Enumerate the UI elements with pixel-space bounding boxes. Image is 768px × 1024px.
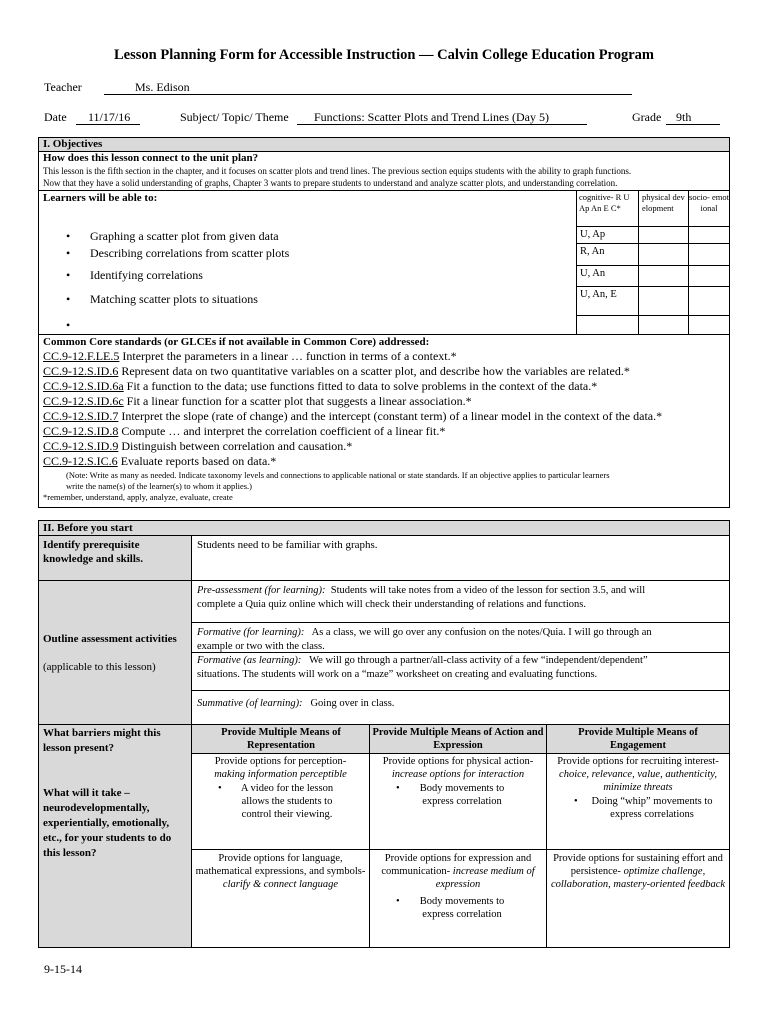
r2c2-lead: Provide options for expression and communication- bbox=[381, 853, 532, 877]
standard-item bbox=[43, 349, 662, 364]
objective-1-text: Graphing a scatter plot from given data bbox=[90, 229, 279, 243]
formative-as-text: We will go through a partner/all-class activity of a few “independent/dependent” bbox=[309, 655, 648, 666]
subject-label: Subject/ Topic/ Theme bbox=[180, 110, 289, 124]
summative bbox=[197, 697, 394, 710]
formative-for-cont: example or two with the class. bbox=[197, 641, 325, 652]
col-physical-header: physical development bbox=[642, 192, 685, 213]
unit-plan-answer-line1: This lesson is the fifth section in the chapter, and it focuses on scatter plots and trend lines. The previous section equips students with the ability to graph functions. bbox=[43, 166, 632, 176]
r1c2 bbox=[371, 755, 545, 781]
r1c1 bbox=[194, 755, 367, 781]
standard-text: Interpret the parameters in a linear … function in terms of a context.* bbox=[119, 349, 457, 363]
standard-item bbox=[43, 439, 662, 454]
standard-item bbox=[43, 454, 662, 469]
r1c2-lead: Provide options for physical action- bbox=[382, 756, 534, 767]
standard-code[interactable]: CC.9-12.S.ID.6 bbox=[43, 364, 119, 378]
objective-4-cognitive: U, An, E bbox=[580, 289, 617, 300]
take-question: What will it take – neurodevelopmentally, experientially, emotionally, etc., for your students to do this lesson? bbox=[43, 787, 172, 859]
footer-date: 9-15-14 bbox=[44, 962, 82, 976]
pre-assessment-text: Students will take notes from a video of the lesson for section 3.5, and will bbox=[330, 585, 646, 596]
divider bbox=[191, 622, 730, 623]
r2c2-guideline: increase medium of expression bbox=[435, 866, 535, 890]
r2c3 bbox=[550, 852, 726, 891]
objective-5: • bbox=[66, 318, 71, 332]
objective-1-cognitive: U, Ap bbox=[580, 229, 606, 240]
r2c3-guideline: optimize challenge, collaboration, mastery-oriented feedback bbox=[550, 866, 726, 890]
divider bbox=[546, 724, 547, 948]
standard-code[interactable]: CC.9-12.S.ID.6a bbox=[43, 379, 124, 393]
divider bbox=[38, 190, 730, 191]
bullet-icon: • bbox=[396, 896, 400, 907]
col-engagement-header: Provide Multiple Means of Engagement bbox=[578, 727, 698, 751]
col-action-header: Provide Multiple Means of Action and Expression bbox=[372, 727, 544, 751]
standard-item bbox=[43, 379, 662, 394]
col-representation-header: Provide Multiple Means of Representation bbox=[221, 727, 341, 751]
barriers-question: What barriers might this lesson present? bbox=[43, 727, 161, 754]
r1c3-bullet: Doing “whip” movements to express correlations bbox=[591, 796, 713, 820]
col-cognitive-header: cognitive- R U Ap An E C* bbox=[579, 192, 630, 213]
r1c1-lead: Provide options for perception- bbox=[214, 756, 347, 767]
teacher-value: Ms. Edison bbox=[135, 80, 190, 94]
objective-4-text: Matching scatter plots to situations bbox=[90, 292, 258, 306]
formative-as-label: Formative (as learning): bbox=[197, 655, 302, 666]
standard-code[interactable]: CC.9-12.S.ID.6c bbox=[43, 394, 124, 408]
divider bbox=[191, 652, 730, 653]
r2c2 bbox=[371, 852, 545, 891]
divider bbox=[576, 265, 730, 266]
assess-sub: (applicable to this lesson) bbox=[43, 661, 156, 673]
grade-field bbox=[666, 110, 720, 125]
unit-plan-question: How does this lesson connect to the unit plan? bbox=[43, 152, 259, 164]
standard-code[interactable]: CC.9-12.S.ID.7 bbox=[43, 409, 119, 423]
standard-text: Distinguish between correlation and causation.* bbox=[118, 439, 353, 453]
r2c1-guideline: clarify & connect language bbox=[222, 879, 339, 890]
formative-for bbox=[197, 626, 652, 639]
grade-value: 9th bbox=[676, 110, 692, 124]
standard-code[interactable]: CC.9-12.S.IC.6 bbox=[43, 454, 118, 468]
assess-label: Outline assessment activities bbox=[43, 633, 177, 645]
standards-label: Common Core standards (or GLCEs if not available in Common Core) addressed: bbox=[43, 336, 430, 348]
objective-2-cognitive: R, An bbox=[580, 246, 605, 257]
objectives-title: I. Objectives bbox=[43, 138, 103, 150]
bullet-icon: • bbox=[218, 783, 222, 794]
r1c2-guideline: increase options for interaction bbox=[391, 769, 525, 780]
standard-item bbox=[43, 394, 662, 409]
standard-code[interactable]: CC.9-12.S.ID.9 bbox=[43, 439, 119, 453]
unit-plan-answer-line2: Now that they have a solid understanding of graphs, Chapter 3 wants to prepare students to understand and analyze scatter plots, and understanding correlation. bbox=[43, 178, 618, 188]
note-line2: write the name(s) of the learner(s) to whom it applies.) bbox=[66, 481, 252, 491]
before-title: II. Before you start bbox=[43, 522, 133, 534]
standard-code[interactable]: CC.9-12.S.ID.8 bbox=[43, 424, 119, 438]
divider bbox=[576, 243, 730, 244]
objective-1: • Graphing a scatter plot from given data bbox=[66, 229, 279, 243]
standard-item bbox=[43, 424, 662, 439]
standard-text: Represent data on two quantitative variables on a scatter plot, and describe how the variables are related.* bbox=[118, 364, 630, 378]
standard-item bbox=[43, 364, 662, 379]
divider bbox=[191, 849, 730, 850]
objective-4: • Matching scatter plots to situations bbox=[66, 292, 258, 306]
r1c3-guideline: choice, relevance, value, authenticity, minimize threats bbox=[559, 769, 717, 793]
col-socio-header: socio- emotional bbox=[689, 192, 729, 213]
objective-3-text: Identifying correlations bbox=[90, 268, 203, 282]
divider bbox=[38, 580, 730, 581]
pre-assessment-label: Pre-assessment (for learning): bbox=[197, 585, 326, 596]
r1c1-guideline: making information perceptible bbox=[214, 769, 347, 780]
standard-text: Evaluate reports based on data.* bbox=[117, 454, 277, 468]
date-value: 11/17/16 bbox=[88, 110, 131, 124]
formative-as bbox=[197, 654, 648, 667]
prereq-value: Students need to be familiar with graphs. bbox=[197, 539, 378, 551]
r2c3-lead: Provide options for sustaining effort and persistence- bbox=[553, 853, 723, 877]
objective-3: • Identifying correlations bbox=[66, 268, 203, 282]
subject-value: Functions: Scatter Plots and Trend Lines (Day 5) bbox=[314, 110, 549, 124]
pre-assessment-cont: complete a Quia quiz online which will check their understanding of relations and functions. bbox=[197, 599, 586, 610]
standards-list bbox=[43, 349, 662, 469]
standard-item bbox=[43, 409, 662, 424]
standard-text: Interpret the slope (rate of change) and the intercept (constant term) of a linear model in the context of the data.* bbox=[118, 409, 663, 423]
bullet-icon: • bbox=[574, 796, 578, 807]
divider bbox=[576, 190, 577, 334]
r2c1-lead: Provide options for language, mathematical expressions, and symbols- bbox=[195, 853, 366, 877]
objectives-header-bg bbox=[39, 138, 729, 151]
formative-for-text: As a class, we will go over any confusion on the notes/Quia. I will go through an bbox=[311, 627, 652, 638]
r1c3 bbox=[550, 755, 726, 794]
standard-text: Fit a linear function for a scatter plot that suggests a linear association.* bbox=[123, 394, 472, 408]
summative-text: Going over in class. bbox=[310, 698, 395, 709]
objective-3-cognitive: U, An bbox=[580, 268, 606, 279]
page-title: Lesson Planning Form for Accessible Instruction — Calvin College Education Program bbox=[114, 47, 654, 63]
formative-as-cont: situations. The students will work on a “maze” worksheet on creating and evaluating functions. bbox=[197, 669, 598, 680]
divider bbox=[576, 226, 730, 227]
r2c1 bbox=[194, 852, 367, 891]
standard-text: Compute … and interpret the correlation coefficient of a linear fit.* bbox=[118, 424, 446, 438]
date-label: Date bbox=[44, 110, 67, 124]
bullet-icon: • bbox=[396, 783, 400, 794]
standard-text: Fit a function to the data; use functions fitted to data to solve problems in the context of the data.* bbox=[123, 379, 598, 393]
r2c2-bullet: Body movements to express correlation bbox=[419, 896, 505, 920]
learners-label: Learners will be able to: bbox=[43, 192, 158, 204]
before-header-bg bbox=[39, 521, 729, 535]
teacher-label: Teacher bbox=[44, 80, 82, 94]
standard-code[interactable]: CC.9-12.F.LE.5 bbox=[43, 349, 120, 363]
divider bbox=[576, 315, 730, 316]
divider bbox=[576, 286, 730, 287]
divider bbox=[191, 753, 730, 754]
prereq-label: Identify prerequisite knowledge and skills. bbox=[43, 539, 143, 565]
divider bbox=[638, 190, 639, 334]
divider bbox=[38, 334, 730, 335]
divider bbox=[369, 724, 370, 948]
r1c1-bullet: A video for the lesson allows the students to control their viewing. bbox=[240, 783, 334, 820]
objective-2: • Describing correlations from scatter plots bbox=[66, 246, 290, 260]
divider bbox=[191, 690, 730, 691]
r1c3-lead: Provide options for recruiting interest- bbox=[557, 756, 719, 767]
note-line1: (Note: Write as many as needed. Indicate taxonomy levels and connections to applicable national or state standards. If an objective applies to particular learners bbox=[66, 470, 610, 480]
formative-for-label: Formative (for learning): bbox=[197, 627, 305, 638]
r1c2-bullet: Body movements to express correlation bbox=[419, 783, 505, 807]
pre-assessment bbox=[197, 584, 645, 597]
note-line3: *remember, understand, apply, analyze, evaluate, create bbox=[43, 492, 233, 502]
grade-label: Grade bbox=[632, 110, 662, 124]
objective-2-text: Describing correlations from scatter plots bbox=[90, 246, 290, 260]
summative-label: Summative (of learning): bbox=[197, 698, 303, 709]
